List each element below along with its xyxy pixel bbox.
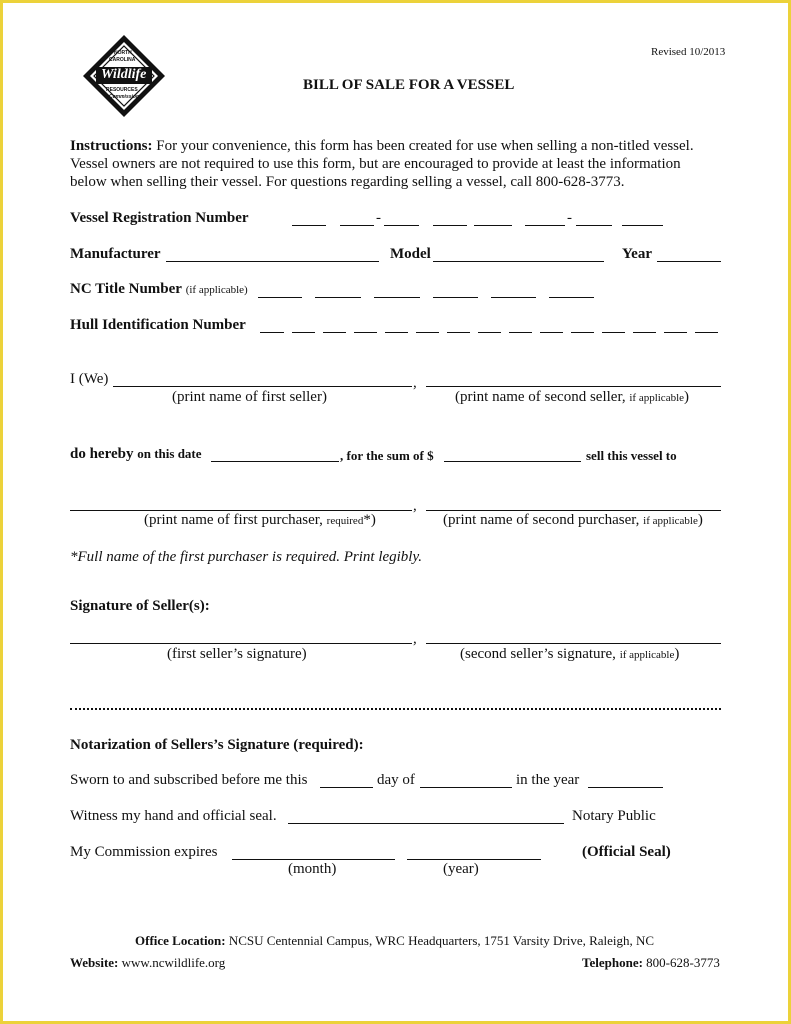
hull-field-13[interactable] [633, 332, 656, 333]
notarization-heading: Notarization of Sellers’s Signature (required): [70, 737, 364, 753]
year-label: Year [622, 246, 652, 262]
instructions-line-3: below when selling their vessel. For questions regarding selling a vessel, call 800-628-3773. [70, 174, 625, 190]
signature-comma: , [413, 631, 417, 647]
telephone [582, 955, 720, 971]
hull-field-12[interactable] [602, 332, 625, 333]
hull-field-2[interactable] [292, 332, 315, 333]
commission-expires-label: My Commission expires [70, 844, 218, 860]
purchaser-comma: , [413, 498, 417, 514]
year-field[interactable] [657, 261, 721, 262]
office-location-label: Office Location: [135, 933, 226, 948]
second-seller-if-applicable: if applicable [629, 392, 685, 404]
hull-field-8[interactable] [478, 332, 501, 333]
website-label: Website: [70, 955, 119, 970]
instructions-line-1 [70, 138, 694, 155]
day-of-label: day of [377, 772, 415, 788]
instructions-text-1: For your convenience, this form has been created for use when selling a non-titled vessel. [152, 138, 694, 154]
logo-line-1: NORTH [114, 50, 132, 56]
logo-line-2: CAROLINA [109, 57, 136, 63]
logo-line-3: Wildlife [101, 67, 147, 82]
commission-month-field[interactable] [232, 859, 395, 860]
logo-line-5: Commission [109, 94, 140, 100]
sell-vessel-to-label: sell this vessel to [586, 448, 677, 463]
notary-signature-field[interactable] [288, 823, 564, 824]
hull-field-10[interactable] [540, 332, 563, 333]
second-seller-name-field[interactable] [426, 386, 721, 387]
second-purchaser-if-applicable: if applicable [643, 515, 698, 527]
title-number-label: NC Title Number [70, 281, 182, 297]
sworn-year-field[interactable] [588, 787, 663, 788]
telephone-number: 800-628-3773 [646, 955, 720, 970]
registration-number-label: Vessel Registration Number [70, 210, 249, 226]
second-seller-signature-caption: (second seller’s signature, [460, 646, 616, 662]
title-field-6[interactable] [549, 297, 594, 298]
hull-field-1[interactable] [260, 332, 284, 333]
second-seller-caption: (print name of second seller, [455, 389, 626, 405]
form-title: BILL OF SALE FOR A VESSEL [303, 77, 515, 93]
second-purchaser-caption-group [443, 512, 703, 529]
first-seller-name-field[interactable] [113, 386, 412, 387]
year-caption: (year) [443, 861, 479, 877]
section-separator [70, 708, 721, 710]
registration-field-3[interactable] [384, 225, 419, 226]
first-purchaser-caption: (print name of first purchaser, [144, 512, 323, 528]
seller-comma: , [413, 375, 417, 391]
registration-field-2[interactable] [340, 225, 374, 226]
instructions-line-2: Vessel owners are not required to use this form, but are encouraged to provide at least the information [70, 156, 681, 172]
model-label: Model [390, 246, 431, 262]
signature-heading: Signature of Seller(s): [70, 598, 210, 614]
title-number-note: (if applicable) [185, 284, 248, 296]
hull-field-14[interactable] [664, 332, 687, 333]
hull-field-15[interactable] [695, 332, 718, 333]
first-purchaser-required: required [326, 515, 364, 527]
first-purchaser-caption-group [144, 512, 376, 529]
logo-line-4: RESOURCES [106, 87, 138, 93]
website [70, 955, 225, 971]
website-link[interactable]: www.ncwildlife.org [121, 955, 226, 970]
title-field-5[interactable] [491, 297, 536, 298]
registration-field-8[interactable] [622, 225, 663, 226]
first-purchaser-name-field[interactable] [70, 510, 412, 511]
in-the-year-label: in the year [516, 772, 580, 788]
commission-year-field[interactable] [407, 859, 541, 860]
manufacturer-label: Manufacturer [70, 246, 161, 262]
first-seller-signature-field[interactable] [70, 643, 412, 644]
hull-field-7[interactable] [447, 332, 470, 333]
hull-field-3[interactable] [323, 332, 346, 333]
title-field-3[interactable] [374, 297, 420, 298]
sum-label: , for the sum of $ [340, 448, 434, 463]
hull-field-4[interactable] [354, 332, 377, 333]
official-seal-label: (Official Seal) [582, 844, 671, 860]
hereby-label: do hereby [70, 446, 134, 462]
second-purchaser-caption: (print name of second purchaser, [443, 512, 640, 528]
hull-field-11[interactable] [571, 332, 594, 333]
model-field[interactable] [433, 261, 604, 262]
registration-dash-1: - [376, 210, 381, 226]
second-purchaser-name-field[interactable] [426, 510, 721, 511]
first-seller-signature-caption: (first seller’s signature) [167, 646, 307, 662]
sworn-month-field[interactable] [420, 787, 512, 788]
sworn-label: Sworn to and subscribed before me this [70, 772, 308, 788]
office-location [135, 933, 654, 949]
hull-field-9[interactable] [509, 332, 532, 333]
sale-date-field[interactable] [211, 461, 339, 462]
title-field-1[interactable] [258, 297, 302, 298]
title-field-2[interactable] [315, 297, 361, 298]
instructions-label: Instructions: [70, 138, 153, 154]
second-purchaser-close: ) [697, 512, 703, 528]
second-seller-signature-caption-group [460, 646, 679, 663]
witness-label: Witness my hand and official seal. [70, 808, 277, 824]
second-seller-signature-field[interactable] [426, 643, 721, 644]
hull-id-label: Hull Identification Number [70, 317, 246, 333]
hull-field-5[interactable] [385, 332, 408, 333]
ncwrc-logo [81, 33, 167, 119]
hull-field-6[interactable] [416, 332, 439, 333]
notary-public-label: Notary Public [572, 808, 656, 824]
second-seller-close: ) [684, 389, 690, 405]
registration-field-4[interactable] [433, 225, 467, 226]
on-this-date-label: on this date [137, 446, 202, 461]
sale-amount-field[interactable] [444, 461, 581, 462]
hereby-label-group [70, 446, 202, 463]
second-seller-caption-group [455, 389, 689, 406]
purchaser-required-note: *Full name of the first purchaser is required. Print legibly. [70, 549, 423, 565]
registration-field-1[interactable] [292, 225, 326, 226]
manufacturer-field[interactable] [166, 261, 379, 262]
office-location-text: NCSU Centennial Campus, WRC Headquarters, 1751 Varsity Drive, Raleigh, NC [228, 933, 655, 948]
first-seller-caption: (print name of first seller) [172, 389, 327, 405]
second-seller-signature-close: ) [674, 646, 680, 662]
registration-field-5[interactable] [474, 225, 512, 226]
sworn-day-field[interactable] [320, 787, 373, 788]
month-caption: (month) [288, 861, 337, 877]
i-we-label: I (We) [70, 371, 109, 387]
revised-date: Revised 10/2013 [651, 46, 726, 58]
second-seller-signature-if-applicable: if applicable [619, 649, 675, 661]
registration-field-7[interactable] [576, 225, 612, 226]
telephone-label: Telephone: [582, 955, 643, 970]
registration-field-6[interactable] [525, 225, 565, 226]
registration-dash-2: - [567, 210, 572, 226]
title-field-4[interactable] [433, 297, 478, 298]
first-purchaser-caption-end: *) [363, 512, 376, 528]
title-number-label-group [70, 281, 248, 298]
